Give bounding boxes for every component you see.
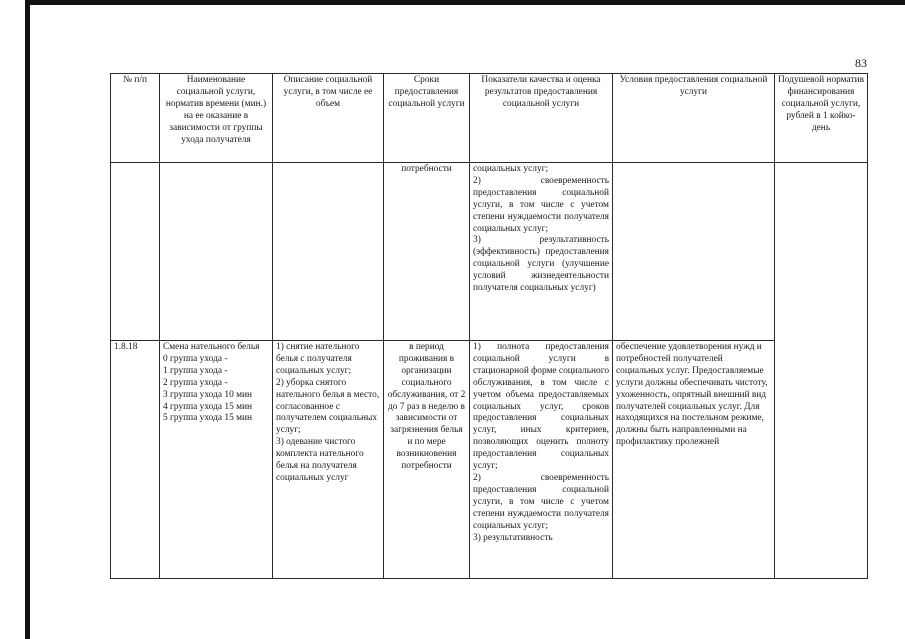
care-group-line: 3 группа ухода 10 мин (163, 389, 253, 400)
quality-line: 1) полнота предоставления социальной услуги в стационарной форме социального обслуживания, в том числе с учетом объема предоставляемых социальных услуг, сроков предоставления социальных услуг, иных критериев, позволяющих оценить полноту предоставления социальных услуг; (473, 342, 610, 472)
cell-quality (470, 163, 613, 341)
cell-description (273, 163, 384, 341)
services-table (110, 73, 868, 579)
table-row (111, 163, 868, 341)
header-norm: Подушевой норматив финансирования социальной услуги, рублей в 1 койко-день (775, 74, 868, 163)
cell-service-name (160, 163, 273, 341)
cell-terms: потребности (384, 163, 470, 341)
quality-line: 3) результативность (473, 532, 553, 543)
header-number: № п/п (111, 74, 160, 163)
cell-norm (775, 163, 868, 579)
care-group-line: 2 группа ухода - (163, 377, 228, 388)
service-name-line: Смена нательного белья (163, 342, 260, 352)
header-service-name: Наименование социальной услуги, норматив времени (мин.) на ее оказание в зависимости от группы ухода получателя (160, 74, 273, 163)
cell-number: 1.8.18 (111, 341, 160, 579)
scan-edge-left (25, 0, 30, 639)
cell-number (111, 163, 160, 341)
cell-terms: в период проживания в организации социального обслуживания, от 2 до 7 раз в неделю в зависимости от загрязнения белья и по мере возникновения потребности (384, 341, 470, 579)
header-terms: Сроки предоставления социальной услуги (384, 74, 470, 163)
quality-line: социальных услуг; (473, 164, 549, 174)
cell-description (273, 341, 384, 579)
care-group-line: 0 группа ухода - (163, 353, 228, 364)
description-line: 1) снятие нательного белья с получателя социальных услуг; (276, 342, 360, 376)
quality-line: 3) результативность (эффективность) предоставления социальной услуги (улучшение условий жизнедеятельности получателя социальных услуг) (473, 235, 609, 294)
care-group-line: 5 группа ухода 15 мин (163, 413, 253, 424)
description-line: 3) одевание чистого комплекта нательного белья на получателя социальных услуг (276, 437, 364, 483)
cell-conditions (613, 163, 775, 341)
care-group-line: 1 группа ухода - (163, 365, 228, 376)
scan-edge-top (25, 0, 905, 5)
quality-line: 2) своевременность предоставления социальной услуги, в том числе с учетом степени нуждаемости получателя социальных услуг; (473, 472, 609, 531)
cell-service-name (160, 341, 273, 579)
quality-line: 2) своевременность предоставления социальной услуги, в том числе с учетом степени нуждаемости получателя социальных услуг; (473, 175, 609, 234)
cell-conditions: обеспечение удовлетворения нужд и потребностей получателей социальных услуг. Предоставляемые услуги должны обеспечивать чистоту, ухоженность, опрятный внешний вид получателей социальных услуг. Для находящихся на постельном режиме, должны быть направленными на профилактику пролежней (613, 341, 775, 579)
care-group-line: 4 группа ухода 15 мин (163, 401, 253, 412)
table-row (111, 341, 868, 579)
page-number: 83 (855, 56, 867, 70)
header-description: Описание социальной услуги, в том числе ее объем (273, 74, 384, 163)
header-quality: Показатели качества и оценка результатов предоставления социальной услуги (470, 74, 613, 163)
header-conditions: Условия предоставления социальной услуги (613, 74, 775, 163)
cell-quality (470, 341, 613, 579)
table-header-row (111, 74, 868, 163)
description-line: 2) уборка снятого нательного белья в место, согласованное с получателем социальных услуг; (276, 377, 380, 436)
